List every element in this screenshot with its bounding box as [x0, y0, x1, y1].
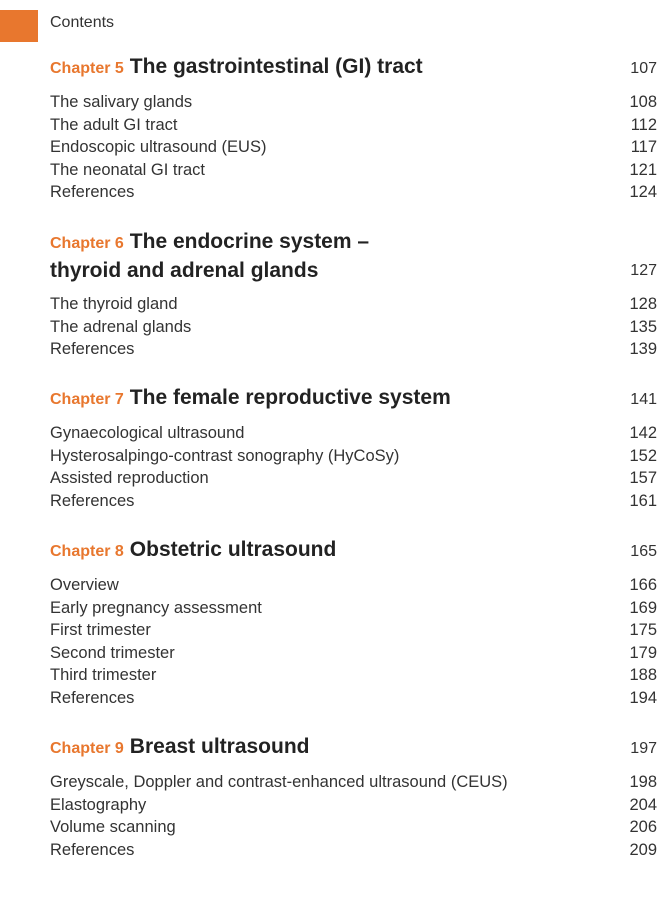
chapter-page: 197 [630, 740, 657, 757]
chapter-page: 141 [630, 391, 657, 408]
entry-page: 112 [630, 115, 657, 134]
toc-entry[interactable] [50, 839, 657, 862]
toc-entry[interactable] [50, 642, 657, 665]
entry-title: Endoscopic ultrasound (EUS) [50, 138, 267, 157]
entry-title: The adult GI tract [50, 115, 178, 134]
entry-title: Early pregnancy assessment [50, 598, 262, 617]
toc-entry[interactable] [50, 136, 657, 159]
toc-entry[interactable] [50, 687, 657, 710]
toc-entry[interactable] [50, 445, 657, 468]
entry-title: References [50, 688, 135, 707]
entry-title: Greyscale, Doppler and contrast-enhanced ultrasound (CEUS) [50, 773, 508, 791]
chapter-title: Obstetric ultrasound [129, 538, 337, 561]
entry-title: Volume scanning [50, 818, 176, 837]
toc-entry[interactable] [50, 574, 657, 597]
entry-title: References [50, 491, 135, 510]
entry-page: 204 [629, 795, 657, 814]
chapter-section [50, 53, 657, 204]
entry-title: First trimester [50, 621, 151, 640]
toc-entry[interactable] [50, 664, 657, 687]
entry-page: 139 [629, 340, 657, 359]
page-header: Contents [50, 14, 115, 31]
entry-title: Assisted reproduction [50, 469, 209, 488]
entry-title: Elastography [50, 795, 147, 814]
chapter-section [50, 536, 657, 710]
entry-page: 121 [629, 160, 657, 179]
entry-page: 152 [629, 446, 657, 465]
entry-page: 166 [629, 576, 657, 594]
entry-title: References [50, 840, 135, 859]
entry-title: Gynaecological ultrasound [50, 424, 245, 442]
entry-page: 108 [629, 93, 657, 111]
chapter-label: Chapter 9 [50, 740, 124, 757]
entry-title: Second trimester [50, 643, 175, 662]
chapter-heading[interactable] [50, 733, 657, 762]
entry-title: Third trimester [50, 666, 157, 685]
toc-entry[interactable] [50, 181, 657, 204]
entry-title: Hysterosalpingo-contrast sonography (HyCoSy) [50, 446, 400, 465]
chapter-title: The endocrine system – [129, 230, 370, 253]
toc-entry[interactable] [50, 316, 657, 339]
entry-page: 198 [629, 773, 657, 791]
entry-page: 175 [629, 621, 657, 640]
entry-page: 179 [629, 643, 657, 662]
chapter-page: 107 [630, 60, 657, 77]
toc-entry[interactable] [50, 467, 657, 490]
chapter-title: The gastrointestinal (GI) tract [129, 55, 423, 78]
chapter-section [50, 384, 657, 512]
toc-entry[interactable] [50, 91, 657, 114]
toc-entry[interactable] [50, 771, 657, 794]
toc-entry[interactable] [50, 597, 657, 620]
toc-entry[interactable] [50, 816, 657, 839]
entry-title: The neonatal GI tract [50, 160, 206, 179]
entry-title: References [50, 340, 135, 359]
entry-page: 117 [630, 138, 657, 157]
entry-title: The adrenal glands [50, 317, 192, 336]
entry-page: 194 [629, 688, 657, 707]
toc-entry[interactable] [50, 293, 657, 316]
toc-entry[interactable] [50, 794, 657, 817]
entry-page: 124 [629, 183, 657, 202]
entry-title: Overview [50, 576, 119, 594]
entry-page: 209 [629, 840, 657, 859]
entry-page: 161 [629, 491, 657, 510]
chapter-title-line2: thyroid and adrenal glands [50, 259, 319, 282]
chapter-title: Breast ultrasound [129, 735, 310, 758]
entry-title: The salivary glands [50, 93, 193, 111]
entry-page: 169 [629, 598, 657, 617]
entry-page: 135 [629, 317, 657, 336]
toc-entry[interactable] [50, 619, 657, 642]
entry-page: 188 [629, 666, 657, 685]
chapter-heading[interactable] [50, 228, 657, 284]
chapter-page: 127 [630, 262, 657, 279]
chapter-label: Chapter 5 [50, 60, 124, 77]
chapter-page: 165 [630, 543, 657, 560]
toc-entry[interactable] [50, 338, 657, 361]
chapter-heading[interactable] [50, 536, 657, 565]
chapter-label: Chapter 7 [50, 391, 124, 408]
chapter-label: Chapter 6 [50, 235, 124, 252]
toc-entry[interactable] [50, 490, 657, 513]
chapter-label: Chapter 8 [50, 543, 124, 560]
entry-page: 128 [629, 295, 657, 313]
entry-title: References [50, 183, 135, 202]
chapter-heading[interactable] [50, 53, 657, 82]
entry-page: 157 [629, 469, 657, 488]
entry-page: 142 [629, 424, 657, 442]
entry-page: 206 [629, 818, 657, 837]
toc-entry[interactable] [50, 159, 657, 182]
toc-entry[interactable] [50, 114, 657, 137]
section-tab-marker [0, 10, 38, 42]
chapter-section [50, 733, 657, 861]
toc-entry[interactable] [50, 422, 657, 445]
chapter-heading[interactable] [50, 384, 657, 413]
chapter-title: The female reproductive system [129, 386, 451, 409]
chapter-section [50, 228, 657, 361]
entry-title: The thyroid gland [50, 295, 178, 313]
